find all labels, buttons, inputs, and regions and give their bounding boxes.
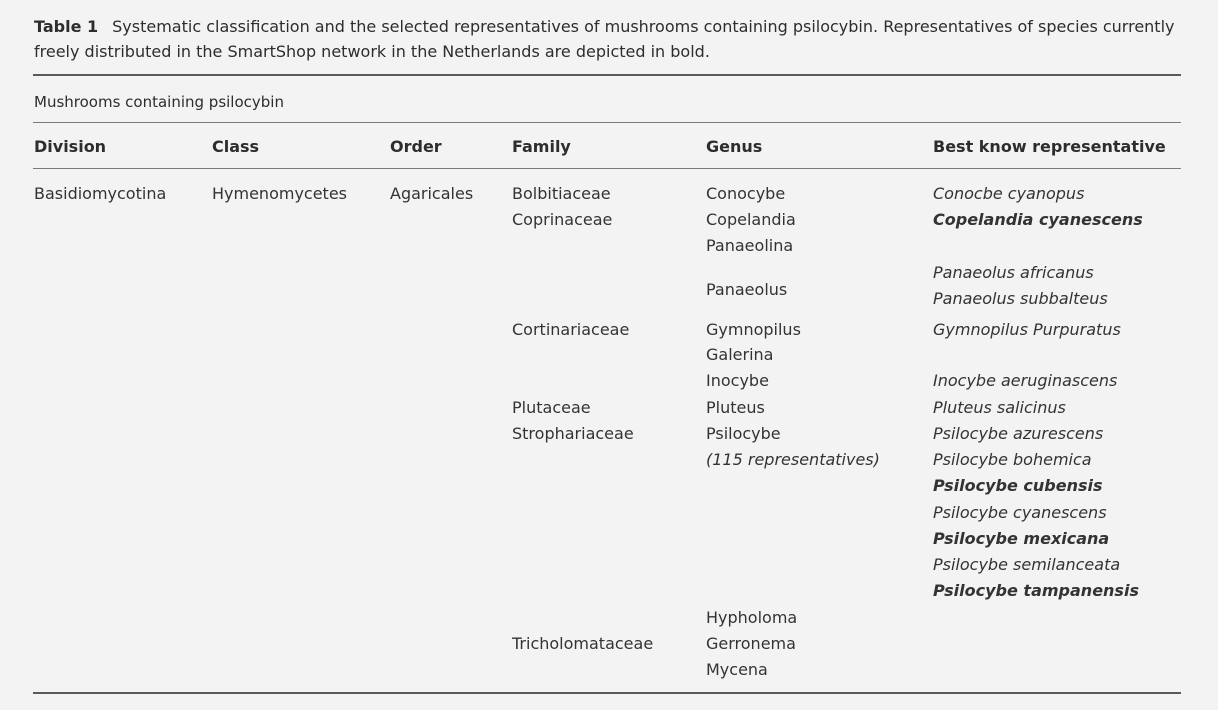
header-bottom-rule (33, 168, 1181, 169)
genus-note: (115 representatives) (706, 450, 880, 469)
order-cell: Agaricales (390, 184, 474, 203)
table-caption (34, 14, 1194, 64)
header-class: Class (212, 137, 260, 156)
genus-cell: Pluteus (706, 398, 765, 417)
representative-cell: Gymnopilus Purpuratus (933, 320, 1121, 339)
table-subtitle: Mushrooms containing psilocybin (34, 93, 284, 111)
genus-cell: Gymnopilus (706, 320, 801, 339)
representative-cell-bold: Psilocybe mexicana (933, 529, 1110, 548)
genus-cell: Inocybe (706, 371, 769, 390)
header-division: Division (34, 137, 107, 156)
family-cell: Bolbitiaceae (512, 184, 611, 203)
representative-cell: Panaeolus africanus (933, 263, 1094, 282)
representative-cell: Conocbe cyanopus (933, 184, 1085, 203)
family-cell: Cortinariaceae (512, 320, 630, 339)
representative-cell: Psilocybe semilanceata (933, 555, 1121, 574)
header-family: Family (512, 137, 571, 156)
representative-cell: Psilocybe cyanescens (933, 503, 1107, 522)
family-cell: Plutaceae (512, 398, 591, 417)
class-cell: Hymenomycetes (212, 184, 348, 203)
header-representative: Best know representative (933, 137, 1166, 156)
family-cell: Strophariaceae (512, 424, 634, 443)
division-cell: Basidiomycotina (34, 184, 167, 203)
bottom-rule (33, 692, 1181, 694)
representative-cell-bold: Copelandia cyanescens (933, 210, 1143, 229)
representative-cell: Psilocybe azurescens (933, 424, 1104, 443)
header-order: Order (390, 137, 442, 156)
genus-cell: Panaeolus (706, 280, 788, 299)
genus-cell: Hypholoma (706, 608, 798, 627)
genus-cell: Conocybe (706, 184, 786, 203)
representative-cell-bold: Psilocybe cubensis (933, 476, 1103, 495)
representative-cell-bold: Psilocybe tampanensis (933, 581, 1139, 600)
genus-cell: Mycena (706, 660, 768, 679)
caption-label: Table 1 (34, 17, 99, 36)
representative-cell: Inocybe aeruginascens (933, 371, 1118, 390)
header-top-rule (33, 122, 1181, 123)
top-rule (33, 74, 1181, 76)
genus-cell: Copelandia (706, 210, 796, 229)
genus-cell: Gerronema (706, 634, 796, 653)
representative-cell: Pluteus salicinus (933, 398, 1066, 417)
family-cell: Tricholomataceae (512, 634, 654, 653)
representative-cell: Panaeolus subbalteus (933, 289, 1108, 308)
genus-cell: Psilocybe (706, 424, 781, 443)
header-genus: Genus (706, 137, 763, 156)
family-cell: Coprinaceae (512, 210, 613, 229)
representative-cell: Psilocybe bohemica (933, 450, 1092, 469)
genus-cell: Galerina (706, 345, 774, 364)
caption-text: Systematic classification and the selected representatives of mushrooms containing psilocybin. Representatives of species currently freely distributed in the SmartShop network in the Netherlands are depicted in bold. (34, 17, 1175, 61)
genus-cell: Panaeolina (706, 236, 794, 255)
